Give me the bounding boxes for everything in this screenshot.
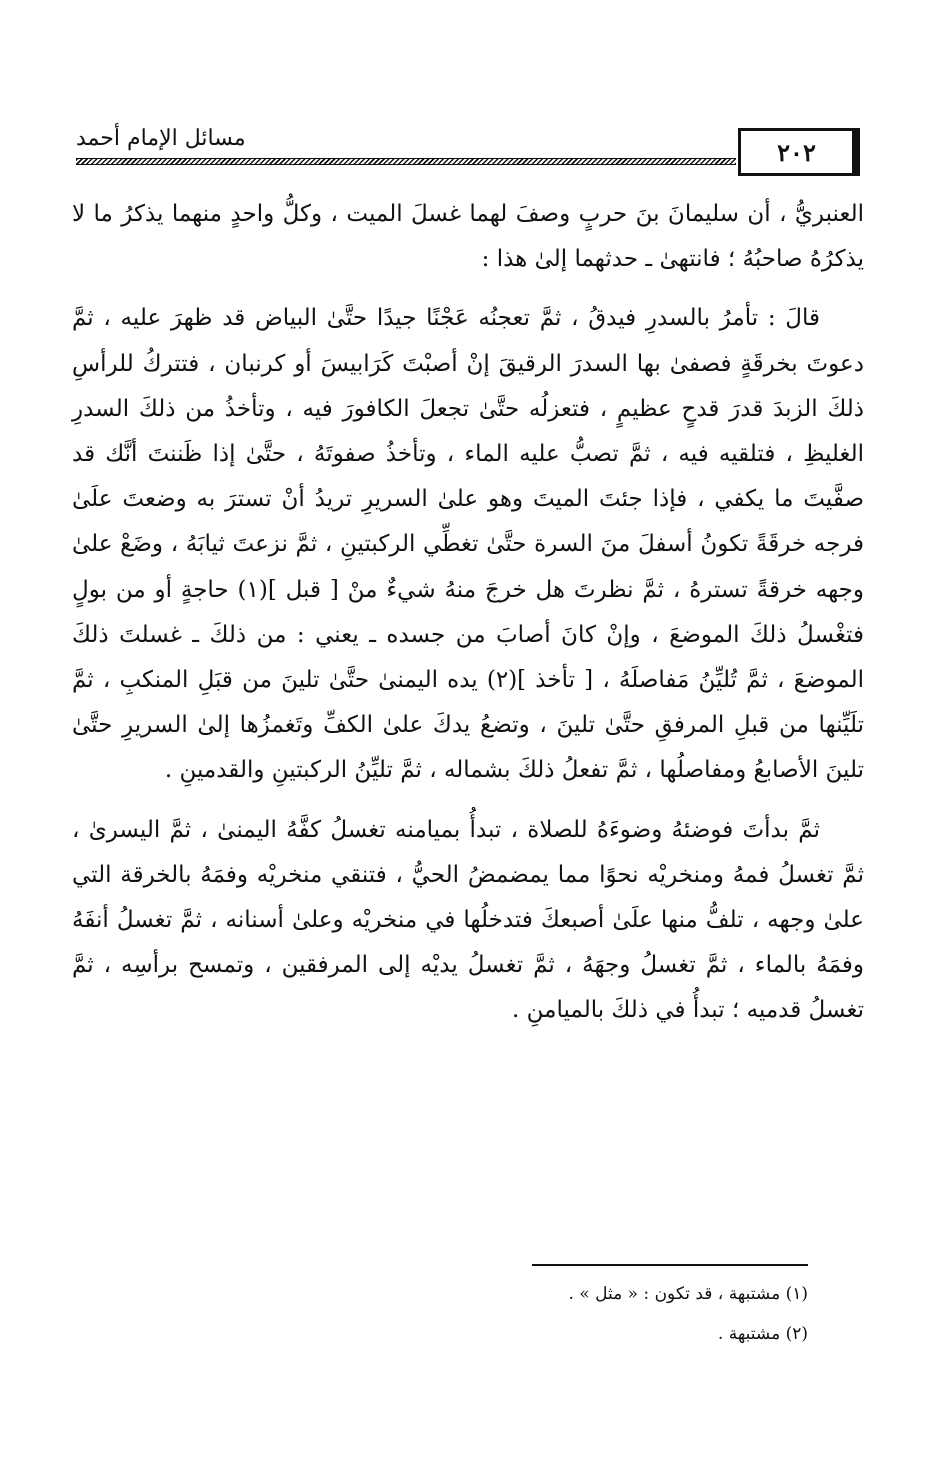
header-divider (76, 158, 736, 165)
main-text (72, 192, 864, 1034)
running-title: مسائل الإمام أحمد (76, 126, 246, 151)
paragraph-3: ثمَّ بدأتَ فوضئهُ وضوءَهُ للصلاة ، تبدأُ بميامنه تغسلُ كفَّهُ اليمنىٰ ، ثمَّ اليسرىٰ ، ثمَّ تغسلُ فمهُ ومنخريْه نحوًا مما يمضمضُ الحيُّ ، فتنقي منخريْه وفمَهُ بالخرقة التي علىٰ وجهه ، تلفُّ منها علَىٰ أصبعكَ فتدخلُها في منخريْه وعلىٰ أسنانه ، ثمَّ تغسلُ أنفَهُ وفمَهُ بالماء ، ثمَّ تغسلُ وجهَهُ ، ثمَّ تغسلُ يديْه إلى المرفقين ، وتمسح برأسِه ، ثمَّ تغسلُ قدميه ؛ تبدأُ في ذلكَ بالميامنِ . (72, 816, 864, 1024)
page-number: ٢٠٢ (738, 128, 860, 176)
footnote-divider (532, 1264, 808, 1266)
paragraph-2: قالَ : تأمرُ بالسدرِ فيدقُ ، ثمَّ تعجنُه عَجْنًا جيدًا حتَّىٰ البياض قد ظهرَ عليه ، ثمَّ دعوتَ بخرقَةٍ فصفىٰ بها السدرَ الرقيقَ إنْ أصبْتَ كَرَابيسَ أو كرنبان ، فتتركُ للرأسِ ذلكَ الزبدَ قدرَ قدحٍ عظيمٍ ، فتعزلُه حتَّىٰ تجعلَ الكافورَ فيه ، وتأخذُ من ذلكَ السدرِ الغليظِ ، فتلقيه فيه ، ثمَّ تصبُّ عليه الماء ، وتأخذُ صفوتَهُ ، حتَّىٰ إذا ظَننتَ أنَّك قد صفَّيتَ ما يكفي ، فإذا جئتَ الميتَ وهو علىٰ السريرِ تريدُ أنْ تسترَ به وضعتَ علَىٰ فرجه خرقَةً تكونُ أسفلَ منَ السرة حتَّىٰ تغطِّي الركبتينِ ، ثمَّ نزعتَ ثيابَهُ ، وضَعْ علىٰ وجهه خرقةً تسترهُ ، ثمَّ نظرتَ هل خرجَ منهُ شيءٌ منْ [ قبل ](١) حاجةٍ أو من بولٍ فتغْسلُ ذلكَ الموضعَ ، وإنْ كانَ أصابَ من جسده ـ يعني : من ذلكَ ـ غسلتَ ذلكَ الموضعَ ، ثمَّ تُليِّنُ مَفاصلَهُ ، [ تأخذ ](٢) يده اليمنىٰ حتَّىٰ تلينَ من قبَلِ المنكبِ ، ثمَّ تلَيِّنها من قبلِ المرفقِ حتَّىٰ تلينَ ، وتضعُ يدكَ علىٰ الكفِّ وتَغمزُها إلىٰ السريرِ حتَّىٰ تلينَ الأصابعُ ومفاصلُها ، ثمَّ تفعلُ ذلكَ بشماله ، ثمَّ تليِّنُ الركبتينِ والقدمينِ . (72, 305, 864, 784)
footnotes (300, 1274, 808, 1354)
paragraph-1: العنبريُّ ، أن سليمانَ بنَ حربٍ وصفَ لهما غسلَ الميت ، وكلُّ واحدٍ منهما يذكرُ ما لا يذكرُهُ صاحبُهُ ؛ فانتهىٰ ـ حدثهما إلىٰ هذا : (72, 201, 864, 273)
footnote-2: (٢) مشتبهة . (717, 1324, 808, 1344)
page-header (70, 118, 866, 180)
footnote-1: (١) مشتبهة ، قد تكون : « مثل » . (568, 1284, 808, 1304)
